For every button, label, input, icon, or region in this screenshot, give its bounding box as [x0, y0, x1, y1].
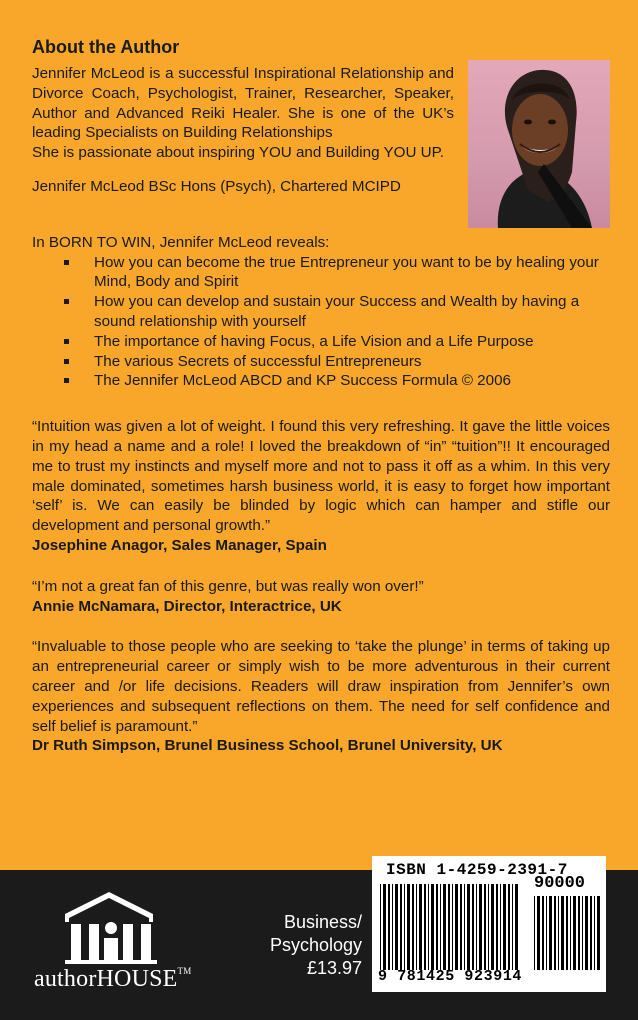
barcode-bar	[452, 884, 453, 970]
barcode-bar	[388, 884, 390, 970]
category-line: Psychology	[269, 935, 362, 955]
barcode-bar	[431, 884, 434, 970]
barcode-bar	[412, 884, 414, 970]
testimonial	[32, 577, 610, 617]
barcode-bar	[416, 884, 417, 970]
barcode-bar	[585, 896, 588, 970]
testimonial-text: “Invaluable to those people who are seeking to ‘take the plunge’ in terms of taking up an entrepreneurial career or simply wish to be more adventurous in their current career and /or life decisions. Readers will draw inspiration from Jennifer’s own experiences and subsequent reflections on them. The need for self confidence and self belief is paramount.”	[32, 638, 610, 735]
list-item: The various Secrets of successful Entrepreneurs	[32, 352, 610, 372]
list-item: How you can become the true Entrepreneur you want to be by healing your Mind, Body and Spirit	[32, 253, 610, 293]
barcode-bar	[570, 896, 571, 970]
barcode-bar	[383, 884, 386, 970]
book-category	[236, 911, 362, 980]
barcode-bar	[488, 884, 489, 970]
testimonial-text: “Intuition was given a lot of weight. I found this very refreshing. It gave the little voices in my head a name and a role! I loved the breakdown of “in” “tuition”!! It encouraged me to trust my instincts and myself more and not to pass it off as a whim. In this very male dominated, sometimes harsh business world, it is easy to forget how important ‘self’ is. We can easily be blinded by logic which can hamper and stifle our development and personal growth.”	[32, 418, 610, 535]
barcode-bar	[549, 896, 552, 970]
list-item: The importance of having Focus, a Life Vision and a Life Purpose	[32, 332, 610, 352]
barcode-bar	[472, 884, 474, 970]
bio-passion: She is passionate about inspiring YOU and Building YOU UP.	[32, 144, 445, 162]
cover-content	[32, 36, 610, 756]
list-item: How you can develop and sustain your Success and Wealth by having a sound relationship with yourself	[32, 292, 610, 332]
barcode-bar	[460, 884, 462, 970]
barcode-bar	[392, 884, 393, 970]
barcode-bar	[436, 884, 438, 970]
list-item: The Jennifer McLeod ABCD and KP Success Formula © 2006	[32, 371, 610, 391]
bullet-square-icon	[64, 260, 69, 265]
barcode-bar	[467, 884, 470, 970]
barcode-bar	[542, 896, 544, 970]
barcode-bar	[404, 884, 405, 970]
addon-barcode	[534, 896, 600, 970]
barcode-bar	[558, 896, 559, 970]
barcode-bar	[561, 896, 564, 970]
reveals-list	[32, 253, 610, 392]
barcode-bar	[566, 896, 568, 970]
barcode-bar	[582, 896, 583, 970]
bio-section	[32, 64, 610, 197]
barcode-bar	[534, 896, 535, 970]
testimonial-attribution: Dr Ruth Simpson, Brunel Business School, Brunel University, UK	[32, 737, 503, 755]
bullet-square-icon	[64, 299, 69, 304]
bio-paragraph: Jennifer McLeod is a successful Inspirational Relationship and Divorce Coach, Psychologist, Trainer, Researcher, Speaker, Author and Advanced Reiki Healer. She is one of the UK’s leading Specialists on Building Relationships	[32, 65, 454, 142]
barcode-bar	[424, 884, 426, 970]
bio-text	[32, 64, 454, 197]
barcode-bar	[546, 896, 547, 970]
barcode-bar	[590, 896, 592, 970]
testimonial-attribution: Josephine Anagor, Sales Manager, Spain	[32, 536, 327, 554]
barcode-bar	[455, 884, 458, 970]
author-credentials: Jennifer McLeod BSc Hons (Psych), Chartered MCIPD	[32, 177, 401, 195]
barcode-bar	[484, 884, 486, 970]
publisher-name: authorHOUSE™	[34, 966, 192, 992]
barcode-digits: 9 781425 923914	[378, 968, 523, 985]
barcode-bar	[479, 884, 482, 970]
isbn-number: ISBN 1-4259-2391-7	[386, 861, 568, 879]
barcode-bar	[380, 884, 381, 970]
barcode-bar	[419, 884, 422, 970]
price: £13.97	[306, 958, 362, 978]
barcode-bar	[573, 896, 576, 970]
author-photo	[468, 60, 610, 228]
testimonial-attribution: Annie McNamara, Director, Interactrice, UK	[32, 597, 342, 615]
barcode-bar	[496, 884, 498, 970]
barcode-bar	[554, 896, 556, 970]
barcode-bar	[395, 884, 398, 970]
bullet-square-icon	[64, 378, 69, 383]
testimonial-text: “I’m not a great fan of this genre, but was really won over!”	[32, 577, 424, 595]
author-portrait	[468, 60, 610, 228]
reveals-intro: In BORN TO WIN, Jennifer McLeod reveals:	[32, 233, 330, 251]
testimonial	[32, 417, 610, 556]
barcode-bar	[500, 884, 501, 970]
about-heading: About the Author	[32, 37, 180, 57]
barcode-bar	[476, 884, 477, 970]
ean-barcode	[380, 884, 518, 970]
barcode-bar	[440, 884, 441, 970]
barcode-bar	[400, 884, 402, 970]
barcode-bar	[491, 884, 494, 970]
barcode-addon-digits: 90000	[534, 874, 586, 893]
barcode-bar	[464, 884, 465, 970]
barcode-bar	[594, 896, 595, 970]
barcode-bar	[508, 884, 510, 970]
barcode-bar	[443, 884, 446, 970]
barcode-bar	[515, 884, 518, 970]
barcode-bar	[503, 884, 506, 970]
bullet-square-icon	[64, 359, 69, 364]
barcode-bar	[448, 884, 450, 970]
reveals-section	[32, 233, 610, 391]
barcode-bar	[597, 896, 600, 970]
barcode-bar	[537, 896, 540, 970]
testimonial	[32, 637, 610, 756]
category-line: Business/	[283, 912, 362, 932]
bullet-square-icon	[64, 339, 69, 344]
barcode-bar	[578, 896, 580, 970]
barcode-bar	[512, 884, 513, 970]
barcode-bar	[428, 884, 429, 970]
barcode-bar	[407, 884, 410, 970]
